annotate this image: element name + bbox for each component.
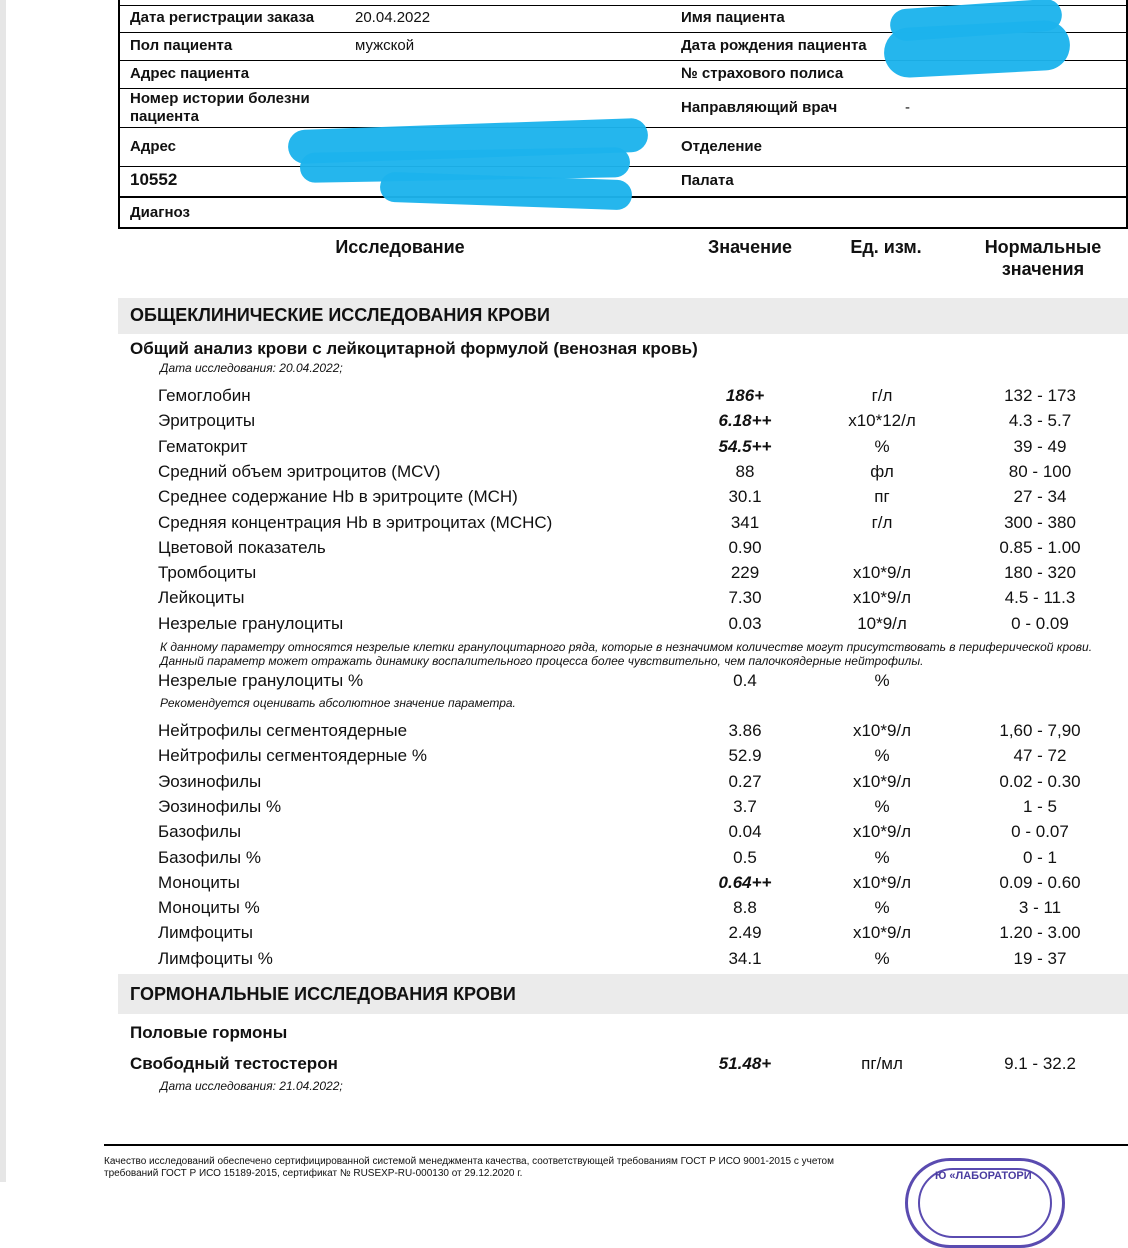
result-norm: 1.20 - 3.00 [999,923,1081,943]
result-norm: 0 - 0.09 [1011,613,1069,633]
ward-label: Палата [681,172,734,189]
table-row [0,922,1128,947]
result-value: 34.1 [728,948,762,968]
result-name: Незрелые гранулоциты [158,613,344,633]
result-value: 0.64++ [718,872,772,892]
result-value: 0.4 [733,671,757,690]
result-unit: фл [870,461,894,481]
result-norm: 0 - 1 [1022,847,1058,867]
table-row [0,745,1128,770]
lab-stamp-text: Ю «ЛАБОРАТОРИ [935,1170,1032,1182]
table-row [0,512,1128,537]
result-value: 186+ [725,386,765,405]
policy-label: № страхового полиса [681,65,844,82]
history-number-label: Номер истории болезни пациента [130,90,310,125]
result-norm: 9.1 - 32.2 [1004,1054,1076,1073]
result-value: 0.27 [728,771,762,791]
result-value: 3.7 [733,796,757,816]
result-unit: x10*9/л [852,872,912,892]
section-title-hormonal: ГОРМОНАЛЬНЫЕ ИССЛЕДОВАНИЯ КРОВИ [130,984,516,1004]
result-unit: 10*9/л [857,613,907,633]
result-norm: 4.3 - 5.7 [1008,411,1072,431]
result-name: Нейтрофилы сегментоядерные % [158,746,427,766]
result-unit: % [874,898,890,918]
footer-rule [104,1144,1128,1146]
result-norm: 27 - 34 [1013,487,1067,507]
result-unit: % [874,948,890,968]
table-row [0,821,1128,846]
result-name: Эритроциты [158,411,256,431]
footnote-immature-granulocytes: К данному параметру относятся незрелые клетки гранулоцитарного ряда, которые в незначимом количестве могут присутствовать в периферической крови. Данный параметр может отражать динамику воспалительного процесса более чувствительно, чем палочкоядерные нейтрофилы. [160,640,1093,668]
result-unit: x10*9/л [852,771,912,791]
result-value: 52.9 [728,746,762,766]
table-row [0,897,1128,922]
table-row [0,948,1128,973]
result-norm: 132 - 173 [1004,386,1076,405]
result-value: 2.49 [728,923,762,943]
table-row [0,720,1128,745]
table-row [0,1053,1128,1078]
table-row [0,537,1128,562]
result-norm: 39 - 49 [1013,436,1067,456]
result-norm: 0.02 - 0.30 [999,771,1081,791]
result-name: Базофилы [158,822,242,842]
result-unit: % [874,796,890,816]
result-unit: x10*12/л [848,411,916,431]
table-row [0,461,1128,486]
column-header-unit: Ед. изм. [850,237,922,257]
result-norm: 0.85 - 1.00 [999,537,1081,557]
table-row [0,771,1128,796]
result-norm: 4.5 - 11.3 [1004,588,1076,608]
result-unit: x10*9/л [852,721,912,740]
column-header-value: Значение [707,237,793,257]
result-unit: г/л [871,386,893,405]
birth-date-label: Дата рождения пациента [681,37,867,54]
result-value: 3.86 [728,721,762,740]
result-name: Свободный тестостерон [130,1054,338,1073]
result-unit: x10*9/л [852,588,912,608]
result-norm: 0.09 - 0.60 [999,872,1081,892]
result-name: Лимфоциты % [158,948,273,968]
department-label: Отделение [681,138,762,155]
result-value: 30.1 [728,487,762,507]
redaction-mark [883,19,1071,79]
result-norm: 47 - 72 [1013,746,1067,766]
result-value: 51.48+ [718,1054,772,1073]
result-norm: 0 - 0.07 [1011,822,1069,842]
result-value: 6.18++ [718,411,772,431]
result-norm: 300 - 380 [1004,512,1076,532]
result-name: Базофилы % [158,847,261,867]
result-name: Нейтрофилы сегментоядерные [158,721,408,740]
result-value: 229 [730,563,760,583]
result-value: 0.5 [733,847,757,867]
study-date: Дата исследования: 20.04.2022; [160,361,343,375]
result-name: Лейкоциты [158,588,245,608]
result-name: Гематокрит [158,436,248,456]
address-label: Адрес [130,138,177,155]
diagnosis-label: Диагноз [130,204,190,221]
panel-title-sex-hormones: Половые гормоны [130,1023,288,1042]
footer-quality-note: Качество исследований обеспечено сертифицированной системой менеджмента качества, соответствующей требованиям ГОСТ Р ИСО 9001-2015 с учетом требований ГОСТ Р ИСО 15189-2015, сертификат № RUSEXP-RU-000130 от 29.12.2020 г. [104,1156,834,1179]
table-row [0,670,1128,695]
result-unit: % [874,436,890,456]
table-row [0,486,1128,511]
result-name: Незрелые гранулоциты % [158,671,364,690]
result-norm: 1,60 - 7,90 [999,721,1081,740]
order-code: 10552 [130,170,178,189]
result-unit: % [874,746,890,766]
doctor-label: Направляющий врач [681,99,838,116]
study-date: Дата исследования: 21.04.2022; [160,1079,343,1093]
section-title-clinical: ОБЩЕКЛИНИЧЕСКИЕ ИССЛЕДОВАНИЯ КРОВИ [130,305,550,325]
result-unit: пг [874,487,890,507]
result-name: Тромбоциты [158,563,257,583]
result-value: 88 [735,461,755,481]
doctor-value: - [905,99,910,116]
result-unit: г/л [871,512,893,532]
table-row [0,436,1128,461]
result-name: Средняя концентрация Hb в эритроцитах (MCHC) [158,512,553,532]
footnote-recommendation: Рекомендуется оценивать абсолютное значение параметра. [160,696,516,710]
result-unit: пг/мл [861,1054,903,1073]
table-row [0,872,1128,897]
table-row [0,562,1128,587]
result-name: Моноциты % [158,898,260,918]
result-name: Эозинофилы [158,771,262,791]
table-row [0,796,1128,821]
result-norm: 19 - 37 [1013,948,1067,968]
table-row [0,385,1128,410]
divider [118,88,1128,89]
sex-label: Пол пациента [130,37,233,54]
result-value: 0.90 [728,537,762,557]
reg-date-value: 20.04.2022 [355,9,431,26]
result-unit: % [874,847,890,867]
result-name: Цветовой показатель [158,537,326,557]
result-unit: x10*9/л [852,563,912,583]
result-value: 7.30 [728,588,762,608]
patient-name-label: Имя пациента [681,9,785,26]
result-value: 341 [730,512,760,532]
divider [118,227,1128,229]
result-norm: 80 - 100 [1008,461,1072,481]
result-value: 8.8 [733,898,757,918]
result-value: 0.03 [728,613,762,633]
result-name: Моноциты [158,872,240,892]
table-row [0,410,1128,435]
result-name: Эозинофилы % [158,796,282,816]
sex-value: мужской [355,37,415,54]
result-value: 54.5++ [718,436,772,456]
table-row [0,847,1128,872]
patient-address-label: Адрес пациента [130,65,250,82]
panel-title-cbc: Общий анализ крови с лейкоцитарной формулой (венозная кровь) [130,339,698,358]
result-unit: % [874,671,890,690]
column-header-study: Исследование [335,237,465,257]
result-norm: 1 - 5 [1022,796,1058,816]
result-name: Среднее содержание Hb в эритроците (MCH) [158,487,518,507]
result-value: 0.04 [728,822,762,842]
result-unit: x10*9/л [852,923,912,943]
result-norm: 180 - 320 [1004,563,1076,583]
result-name: Гемоглобин [158,386,251,405]
result-name: Средний объем эритроцитов (MCV) [158,461,441,481]
column-header-norm: Нормальные значения [984,237,1102,279]
table-row [0,613,1128,638]
table-row [0,587,1128,612]
reg-date-label: Дата регистрации заказа [130,9,315,26]
result-name: Лимфоциты [158,923,254,943]
result-unit: x10*9/л [852,822,912,842]
result-norm: 3 - 11 [1018,898,1062,918]
